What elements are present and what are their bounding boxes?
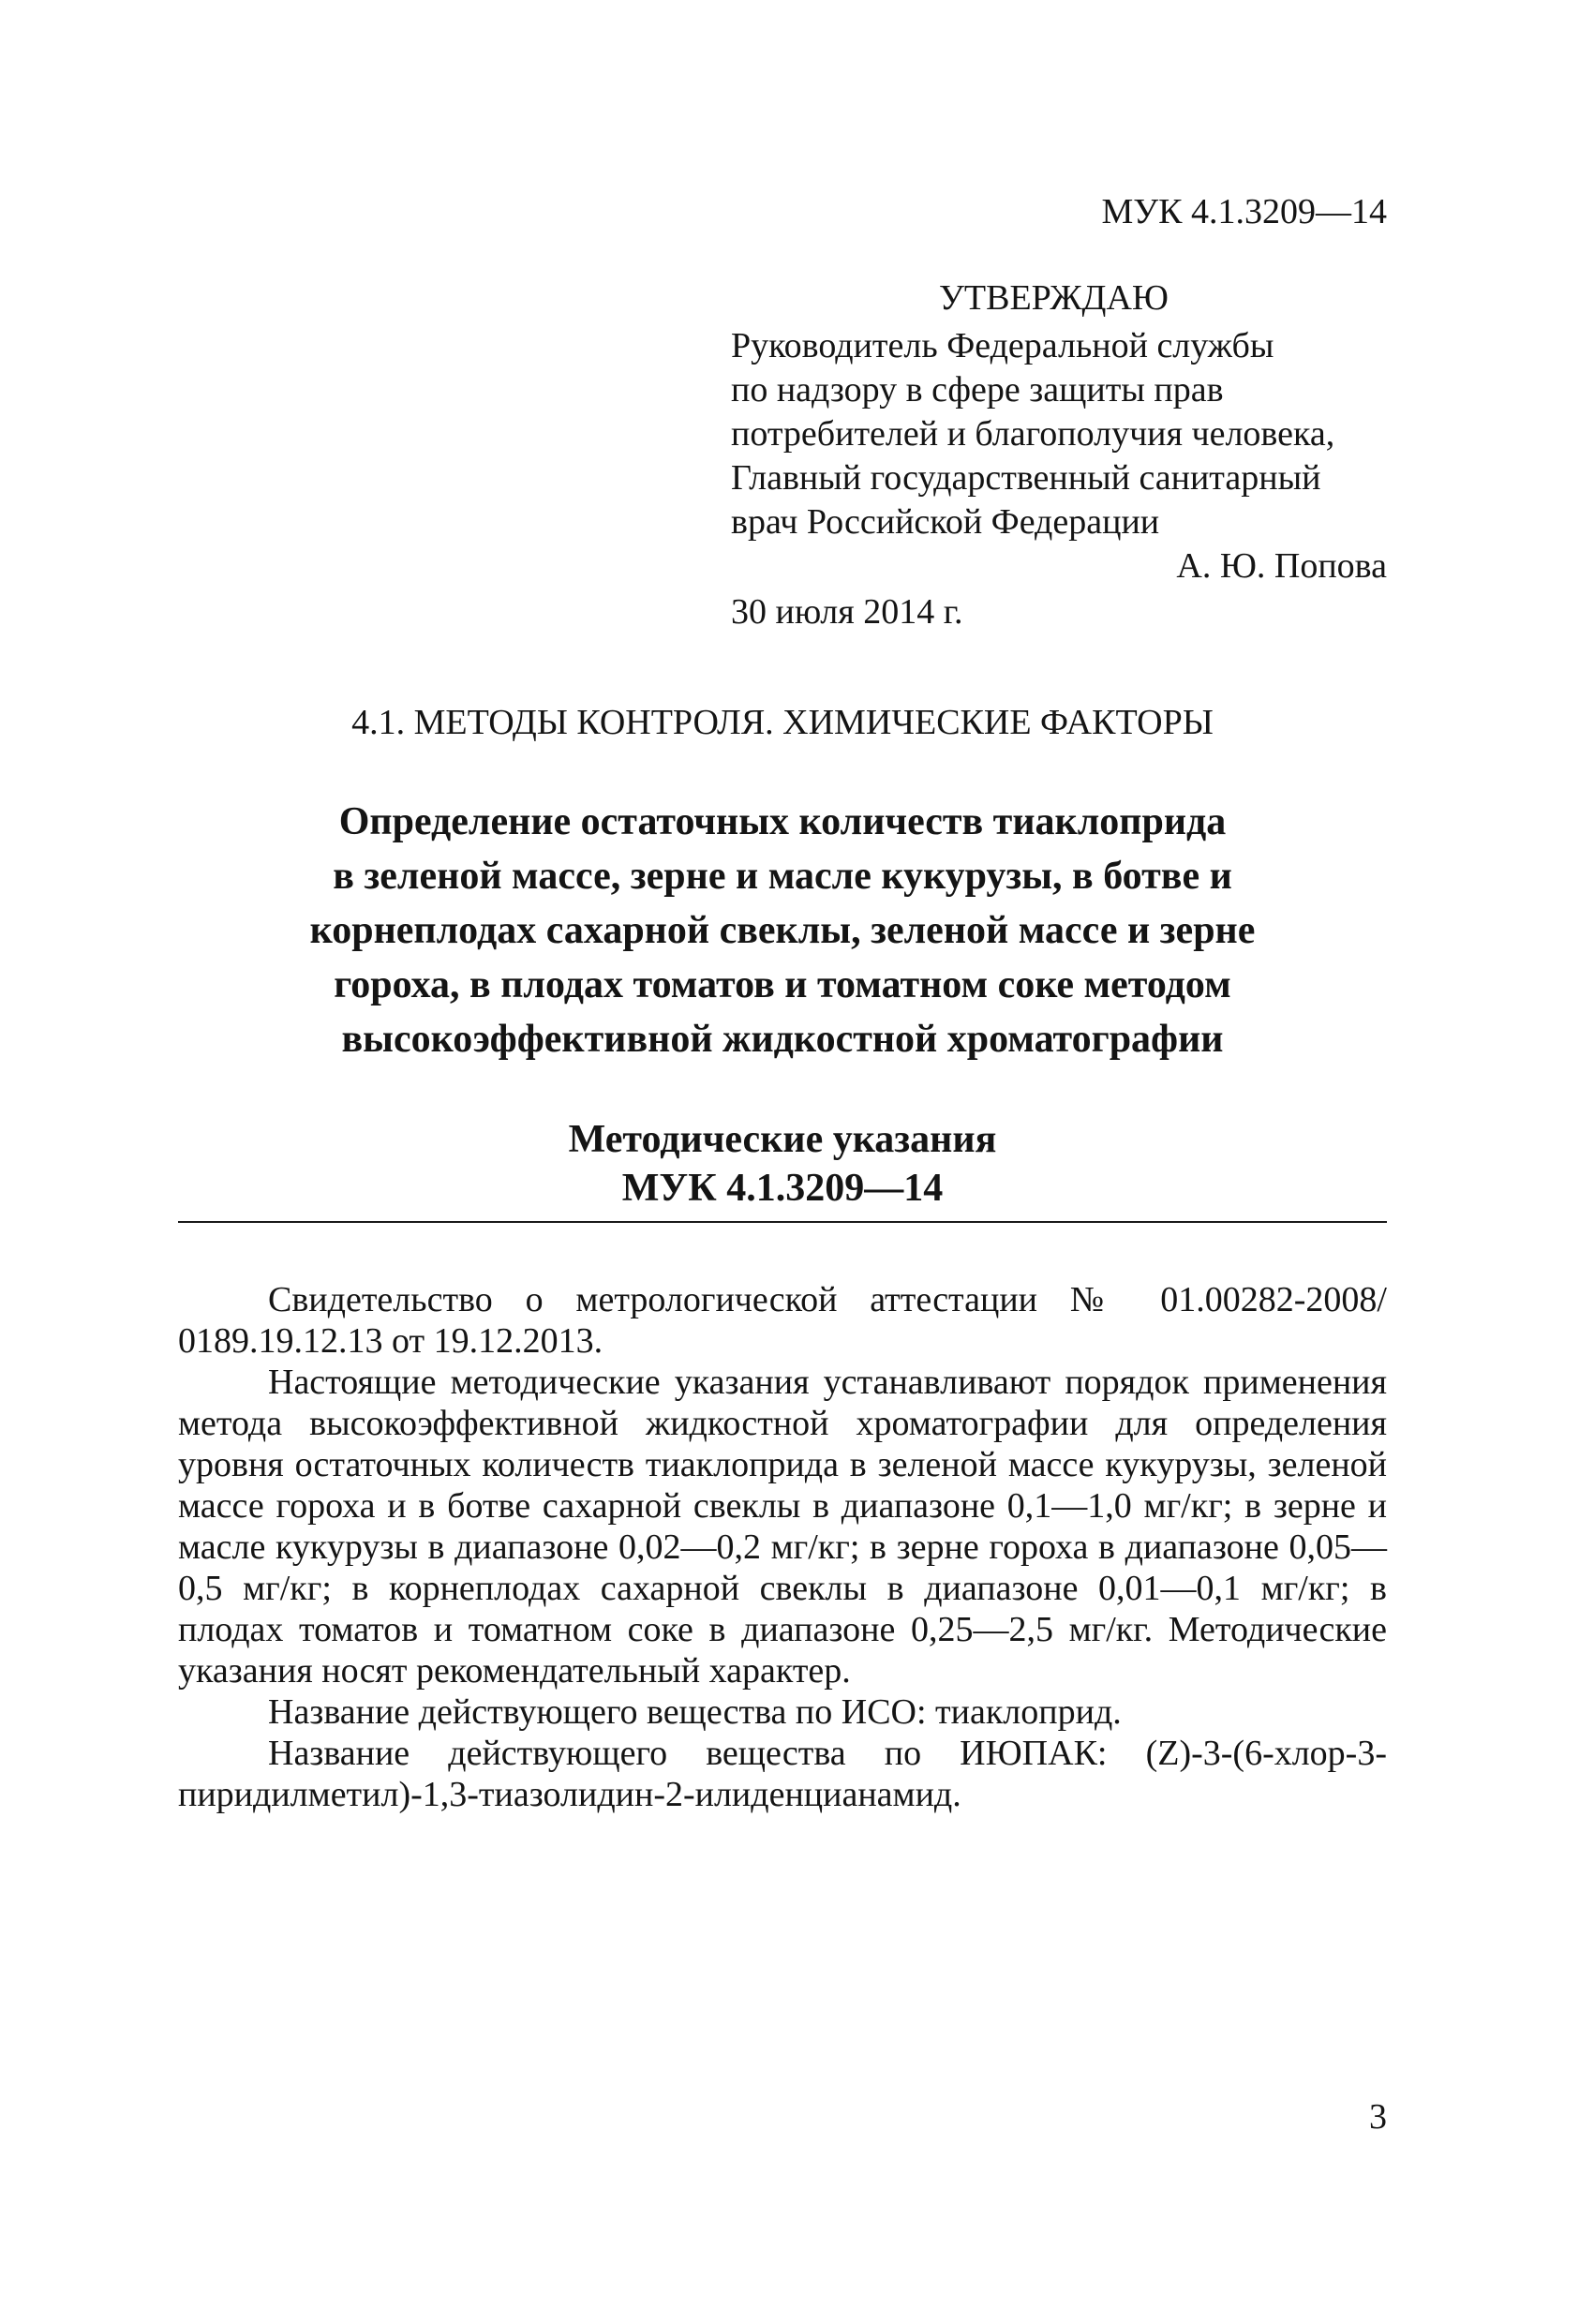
approval-line: Руководитель Федеральной службы (731, 326, 1274, 365)
paragraph-iso-name: Название действующего вещества по ИСО: тиаклоприд. (268, 1692, 1122, 1732)
approval-line: по надзору в сфере защиты прав (731, 370, 1224, 410)
approval-block (731, 276, 1387, 634)
body-text (178, 1279, 1387, 1815)
paragraph-certificate: Свидетельство о метрологической аттестации № 01.00282-2008/ 0189.19.12.13 от 19.12.2013. (178, 1280, 1387, 1361)
document-title (178, 795, 1387, 1066)
page-number: 3 (1369, 2097, 1387, 2137)
paragraph-scope: Настоящие методические указания устанавливают порядок применения метода высокоэффективной жидкостной хроматографии для определения уровня остаточных количеств тиаклоприда в зеленой массе кукурузы, зеленой массе гороха и в ботве сахарной свеклы в диапазоне 0,1—1,0 мг/кг; в зерне и масле кукурузы в диапазоне 0,02—0,2 мг/кг; в зерне гороха в диапазоне 0,05—0,5 мг/кг; в корнеплодах сахарной свеклы в диапазоне 0,01—0,1 мг/кг; в плодах томатов и томатном соке в диапазоне 0,25—2,5 мг/кг. Методические указания носят рекомендательный характер. (178, 1363, 1387, 1691)
approval-signer: А. Ю. Попова (1176, 546, 1387, 586)
document-title-line: в зеленой массе, зерне и масле кукурузы, в ботве и (333, 855, 1232, 898)
paragraph-iupac-name: Название действующего вещества по ИЮПАК: (Z)-3-(6-хлор-3-пиридилметил)-1,3-тиазолидин-2-илиденцианамид. (178, 1734, 1387, 1814)
doc-code-header: МУК 4.1.3209—14 (1101, 192, 1387, 231)
approval-heading: УТВЕРЖДАЮ (939, 278, 1169, 318)
approval-line: Главный государственный санитарный (731, 458, 1321, 498)
approval-line: потребителей и благополучия человека, (731, 414, 1335, 454)
document-title-line: высокоэффективной жидкостной хроматографии (341, 1018, 1224, 1061)
approval-date: 30 июля 2014 г. (731, 592, 963, 632)
document-title-line: корнеплодах сахарной свеклы, зеленой массе и зерне (309, 909, 1256, 952)
document-type-code: МУК 4.1.3209—14 (621, 1167, 944, 1210)
document-title-line: Определение остаточных количеств тиаклоприда (338, 800, 1227, 843)
document-type-label: Методические указания (568, 1118, 997, 1161)
divider-rule (178, 1221, 1387, 1223)
approval-line: врач Российской Федерации (731, 502, 1160, 542)
section-heading: 4.1. МЕТОДЫ КОНТРОЛЯ. ХИМИЧЕСКИЕ ФАКТОРЫ (351, 703, 1214, 742)
document-title-line: гороха, в плодах томатов и томатном соке методом (334, 963, 1231, 1006)
document-type (178, 1115, 1387, 1213)
